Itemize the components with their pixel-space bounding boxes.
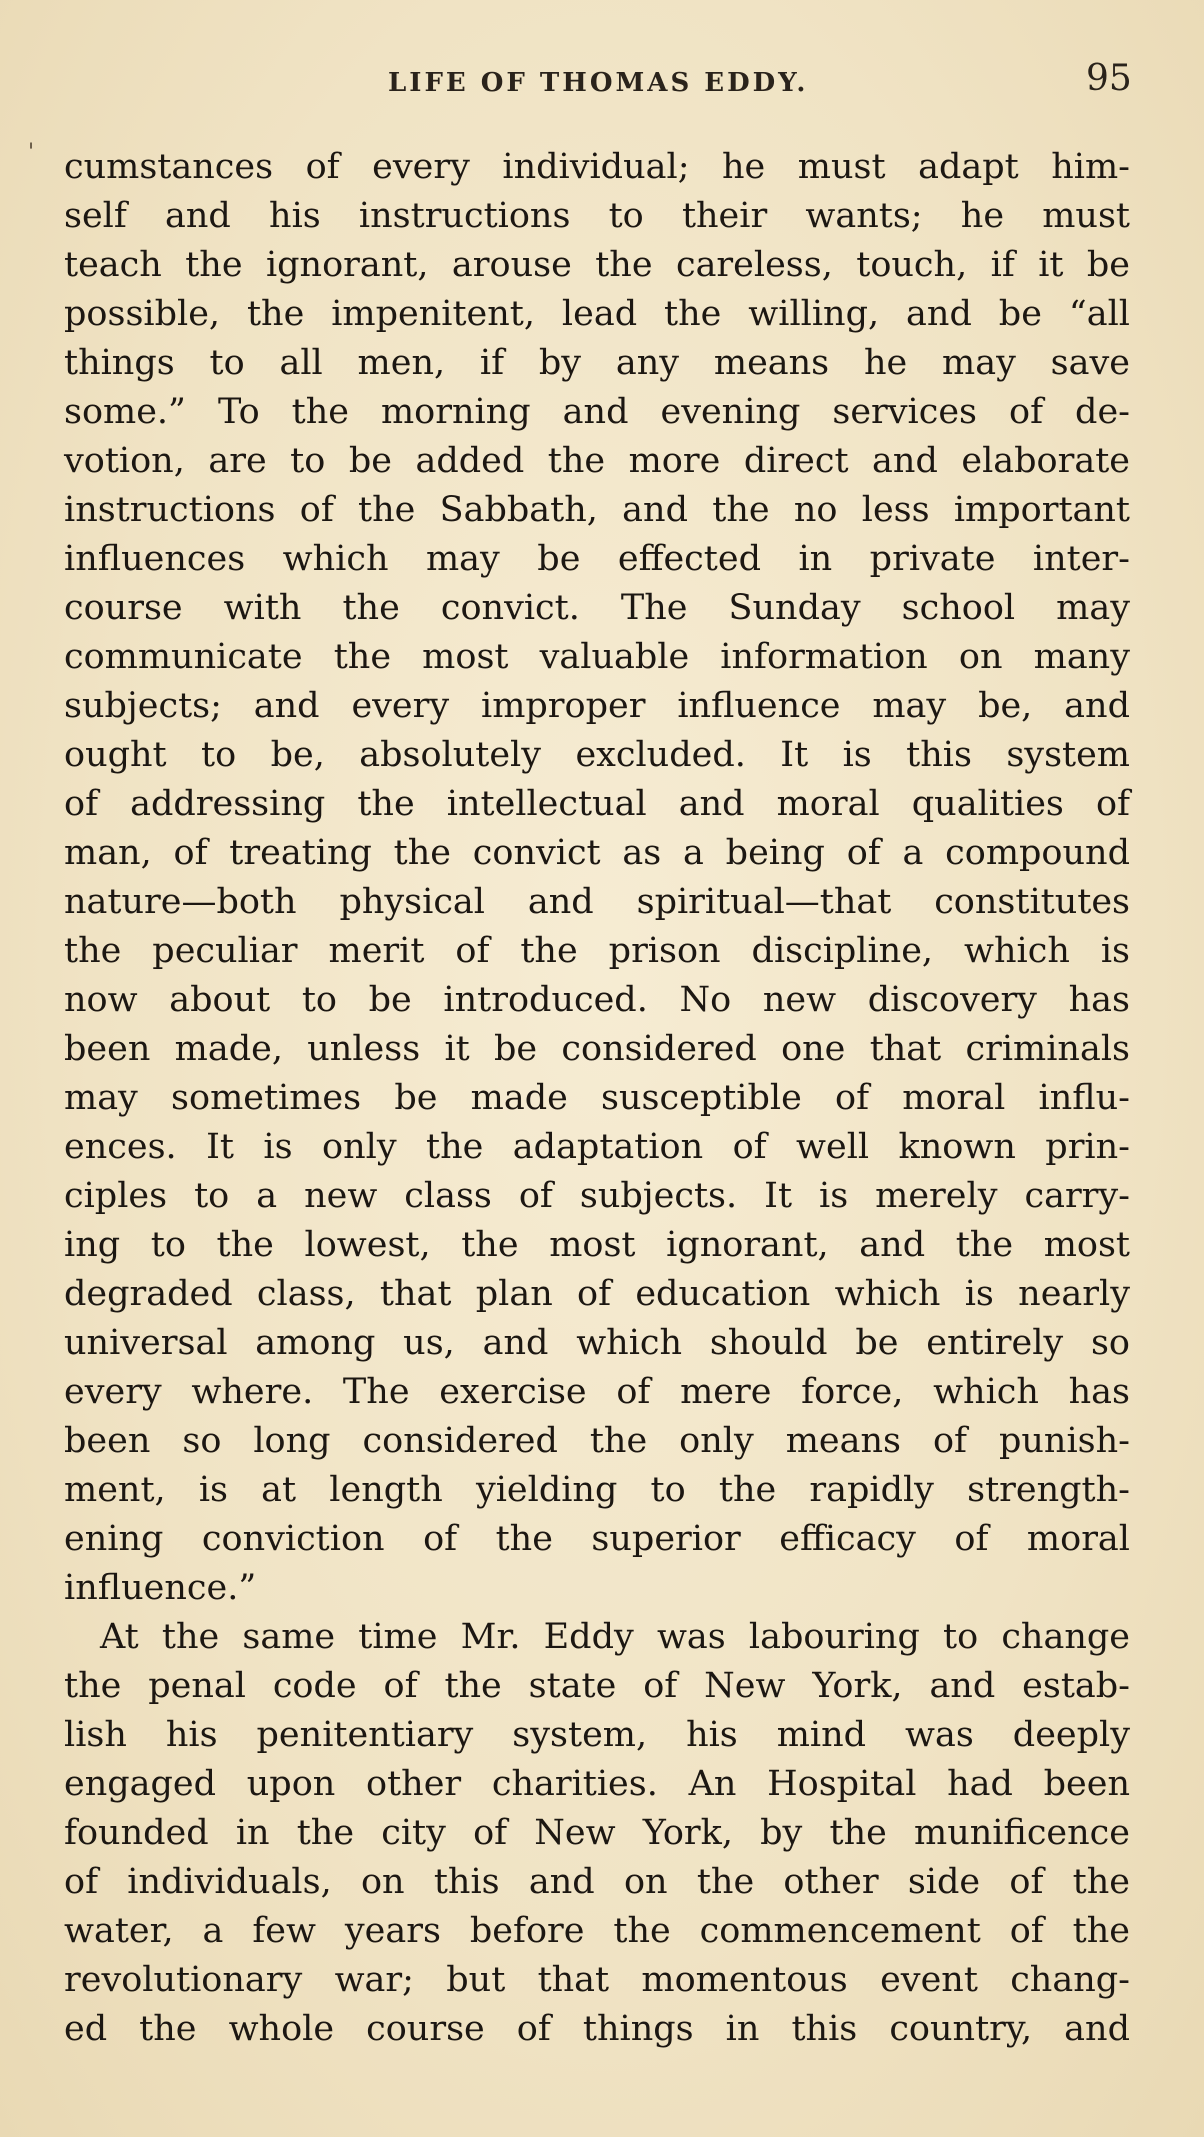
text-line: ment, is at length yielding to the rapidly strength- bbox=[64, 1470, 1130, 1510]
text-line: engaged upon other charities. An Hospital had been bbox=[64, 1764, 1130, 1804]
body-text bbox=[64, 143, 1130, 2054]
text-line: some.” To the morning and evening services of de- bbox=[64, 392, 1130, 432]
text-line: subjects; and every improper influence may be, and bbox=[64, 686, 1130, 726]
running-title: LIFE OF THOMAS EDDY. bbox=[388, 68, 809, 98]
text-line: ening conviction of the superior efficacy of moral bbox=[64, 1519, 1130, 1559]
text-line: of addressing the intellectual and moral qualities of bbox=[64, 784, 1130, 824]
text-line: influence.” bbox=[64, 1568, 257, 1608]
text-line: ought to be, absolutely excluded. It is this system bbox=[64, 735, 1130, 775]
text-line: communicate the most valuable information on many bbox=[64, 637, 1130, 677]
text-line: man, of treating the convict as a being of a compound bbox=[64, 833, 1130, 873]
text-line: At the same time Mr. Eddy was labouring to change bbox=[100, 1617, 1130, 1657]
text-line: nature—both physical and spiritual—that constitutes bbox=[64, 882, 1130, 922]
gutter-mark: ' bbox=[28, 140, 35, 165]
text-line: founded in the city of New York, by the munificence bbox=[64, 1813, 1130, 1853]
text-line: ences. It is only the adaptation of well known prin- bbox=[64, 1127, 1130, 1167]
text-line: things to all men, if by any means he may save bbox=[64, 343, 1130, 383]
text-line: ciples to a new class of subjects. It is merely carry- bbox=[64, 1176, 1130, 1216]
paragraph bbox=[64, 143, 1130, 1613]
text-line: influences which may be effected in private inter- bbox=[64, 539, 1130, 579]
page-number: 95 bbox=[1086, 58, 1132, 99]
text-line: ed the whole course of things in this country, and bbox=[64, 2009, 1130, 2049]
text-line: the penal code of the state of New York, and estab- bbox=[64, 1666, 1130, 1706]
text-line: self and his instructions to their wants; he must bbox=[64, 196, 1130, 236]
text-line: course with the convict. The Sunday school may bbox=[64, 588, 1130, 628]
text-line: water, a few years before the commencement of the bbox=[64, 1911, 1130, 1951]
text-line: possible, the impenitent, lead the willing, and be “all bbox=[64, 294, 1130, 334]
text-line: of individuals, on this and on the other side of the bbox=[64, 1862, 1130, 1902]
text-line: every where. The exercise of mere force, which has bbox=[64, 1372, 1130, 1412]
text-line: universal among us, and which should be entirely so bbox=[64, 1323, 1130, 1363]
text-line: cumstances of every individual; he must adapt him- bbox=[64, 147, 1130, 187]
text-line: teach the ignorant, arouse the careless, touch, if it be bbox=[64, 245, 1130, 285]
text-line: the peculiar merit of the prison discipline, which is bbox=[64, 931, 1130, 971]
text-line: been made, unless it be considered one that criminals bbox=[64, 1029, 1130, 1069]
text-line: may sometimes be made susceptible of moral influ- bbox=[64, 1078, 1130, 1118]
text-line: votion, are to be added the more direct and elaborate bbox=[64, 441, 1130, 481]
text-line: lish his penitentiary system, his mind was deeply bbox=[64, 1715, 1130, 1755]
paragraph bbox=[64, 1613, 1130, 2054]
text-line: degraded class, that plan of education which is nearly bbox=[64, 1274, 1130, 1314]
text-line: instructions of the Sabbath, and the no less important bbox=[64, 490, 1130, 530]
text-line: ing to the lowest, the most ignorant, and the most bbox=[64, 1225, 1130, 1265]
text-line: now about to be introduced. No new discovery has bbox=[64, 980, 1130, 1020]
text-line: revolutionary war; but that momentous event chang- bbox=[64, 1960, 1130, 2000]
text-line: been so long considered the only means of punish- bbox=[64, 1421, 1130, 1461]
